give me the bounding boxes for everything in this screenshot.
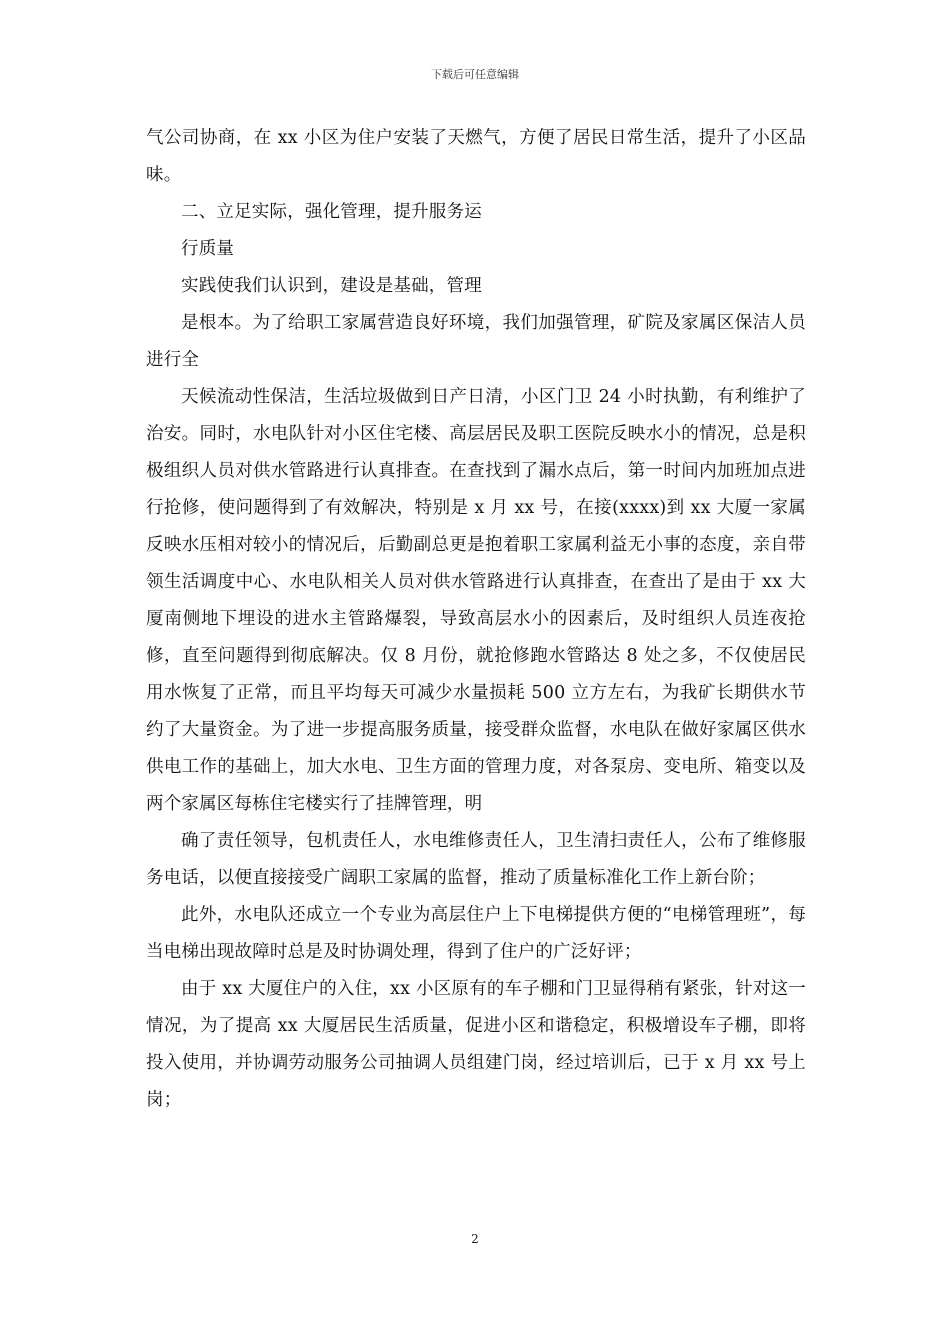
paragraph: 确了责任领导，包机责任人，水电维修责任人，卫生清扫责任人，公布了维修服务电话，以便直接接受广阔职工家属的监督，推动了质量标准化工作上新台阶； [146,831,806,888]
section-heading-line-2: 行质量 [181,239,235,259]
paragraph: 是根本。为了给职工家属营造良好环境，我们加强管理，矿院及家属区保洁人员进行全 [146,313,806,370]
paragraph: 天候流动性保洁，生活垃圾做到日产日清，小区门卫 24 小时执勤，有利维护了治安。同时，水电队针对小区住宅楼、高层居民及职工医院反映水小的情况，总是积极组织人员对供水管路进行认真排查。在查找到了漏水点后，第一时间内加班加点进行抢修，使问题得到了有效解决，特别是 x 月 xx 号，在接(xxxx)到 xx 大厦一家属反映水压相对较小的情况后，后勤副总更是抱着职工家属利益无小事的态度，亲自带领生活调度中心、水电队相关人员对供水管路进行认真排查，在查出了是由于 xx 大厦南侧地下埋设的进水主管路爆裂，导致高层水小的因素后，及时组织人员连夜抢修，直至问题得到彻底解决。仅 8 月份，就抢修跑水管路达 8 处之多，不仅使居民用水恢复了正常，而且平均每天可减少水量损耗 500 立方左右，为我矿长期供水节约了大量资金。为了进一步提高服务质量，接受群众监督，水电队在做好家属区供水供电工作的基础上，加大水电、卫生方面的管理力度，对各泵房、变电所、箱变以及两个家属区每栋住宅楼实行了挂牌管理，明 [146,387,806,814]
document-body [146,120,806,1119]
paragraph-continuation: 气公司协商，在 xx 小区为住户安装了天燃气，方便了居民日常生活，提升了小区品味。 [146,128,806,185]
section-heading-line-1: 二、立足实际，强化管理，提升服务运 [181,202,482,222]
page-header-note: 下载后可任意编辑 [431,68,519,81]
paragraph: 由于 xx 大厦住户的入住，xx 小区原有的车子棚和门卫显得稍有紧张，针对这一情况，为了提高 xx 大厦居民生活质量，促进小区和谐稳定，积极增设车子棚，即将投入使用，并协调劳动服务公司抽调人员组建门岗，经过培训后，已于 x 月 xx 号上岗； [146,979,806,1110]
paragraph: 实践使我们认识到，建设是基础，管理 [181,276,482,296]
page-number: 2 [471,1232,479,1246]
paragraph: 此外，水电队还成立一个专业为高层住户上下电梯提供方便的“电梯管理班”，每当电梯出现故障时总是及时协调处理，得到了住户的广泛好评； [146,905,806,962]
